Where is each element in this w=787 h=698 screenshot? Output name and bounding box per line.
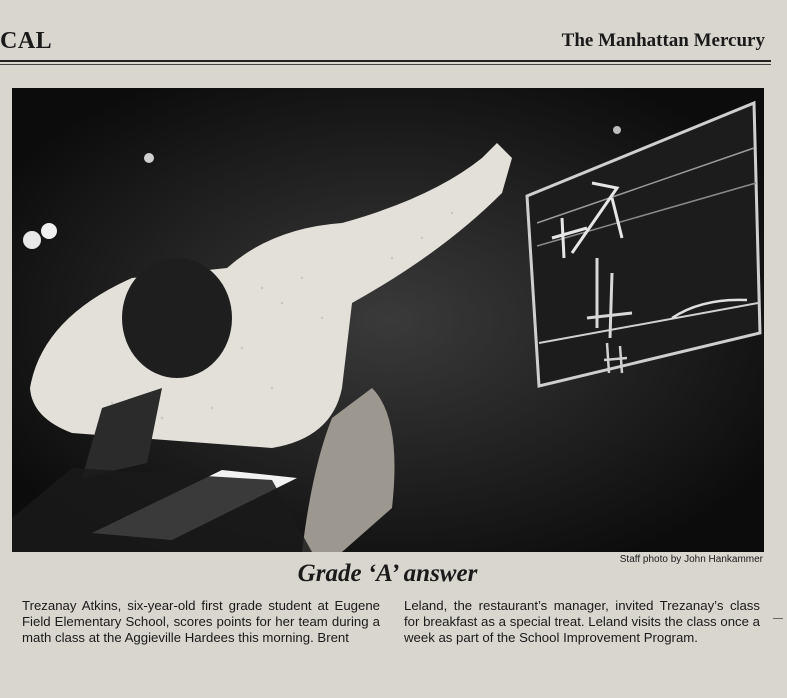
caption-column-2: Leland, the restaurant’s manager, invited Trezanay’s class for breakfast as a special treat. Leland visits the class once a week as part of the School Improvement Program. [404, 598, 760, 646]
margin-mark [773, 618, 783, 619]
header-rule-thick [0, 60, 771, 62]
light-spot [41, 223, 57, 239]
section-label: CAL [0, 28, 53, 54]
photo-credit: Staff photo by John Hankammer [619, 554, 763, 565]
light-spot [144, 153, 154, 163]
light-spot [23, 231, 41, 249]
photo-illustration [12, 88, 764, 552]
news-photo [12, 88, 764, 552]
publication-masthead: The Manhattan Mercury [561, 30, 765, 51]
headline: Grade ‘A’ answer [297, 560, 478, 587]
light-spot [613, 126, 621, 134]
caption-column-1: Trezanay Atkins, six-year-old first grade student at Eugene Field Elementary School, scores points for her team during a math class at the Aggieville Hardees this morning. Brent [22, 598, 380, 646]
header-rule-thin [0, 64, 771, 65]
